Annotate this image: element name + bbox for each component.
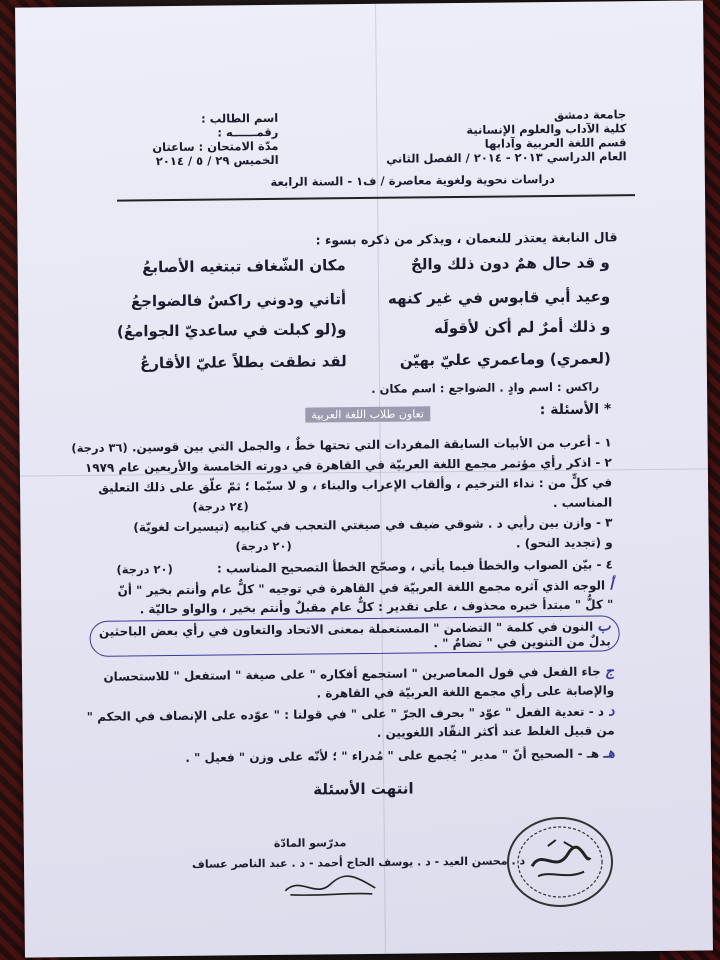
question-1-grade: (٣٦ درجة) — [71, 440, 128, 456]
questions-heading: * الأسئلة : — [539, 401, 612, 419]
question-4 — [116, 557, 613, 576]
question-4-grade: (٢٠ درجة) — [116, 562, 173, 577]
student-number-label: رقمــــــه : — [217, 124, 279, 140]
verse-4-first-hemistich: (لعمري) وماعمري عليّ بهيّن — [399, 349, 611, 370]
watermark-label: تعاون طلاب اللغة العربية — [305, 406, 430, 422]
course-subject: دراسات نحوية ولغوية معاصرة / ف١ - السنة الرابعة — [270, 171, 555, 189]
item-d-marker: د — [608, 703, 615, 720]
academic-year: العام الدراسي ٢٠١٣ - ٢٠١٤ / الفصل الثاني — [386, 149, 627, 166]
item-e-text-1: هـ - الصحيح أنّ " مدير " يُجمع على " مُدراء " ؛ لأنّه على وزن " فعيل " . — [185, 746, 600, 765]
question-2-grade: (٢٤ درجة) — [192, 499, 249, 514]
question-3-text-end: و (تجديد النحو) . — [515, 535, 613, 551]
item-c-line-1 — [103, 663, 614, 684]
exam-date: الخميس ٢٩ / ٥ / ٢٠١٤ — [155, 152, 279, 169]
item-c-marker: ج — [604, 663, 615, 680]
verse-2-second-hemistich: أتاني ودوني راكسٌ فالضواجعُ — [130, 290, 347, 311]
department-name: قسم اللغة العربية وآدابها — [484, 135, 627, 151]
end-of-questions: انتهت الأسئلة — [313, 779, 414, 799]
faculty-name: كلية الآداب والعلوم الإنسانية — [466, 121, 627, 137]
question-1 — [71, 435, 611, 455]
header-institution — [386, 107, 627, 166]
verse-4-second-hemistich: لقد نطقت بطلاً عليّ الأقارعُ — [139, 352, 347, 373]
teachers-title: مدرّسو المادّة — [273, 836, 347, 850]
glossary-note: راكس : اسم وادٍ . الضواجع : اسم مكان . — [371, 379, 600, 396]
item-b-line-2: بدلٌ من التنوين في " تضامٌ " . — [433, 634, 611, 651]
item-e-marker: هـ — [603, 745, 615, 762]
verse-1-second-hemistich: مكان الشّغاف تبتغيه الأصابعُ — [142, 256, 346, 277]
question-3-grade: (٢٠ درجة) — [235, 538, 292, 554]
exam-paper — [15, 0, 713, 957]
poem-intro: قال النابغة يعتذر للنعمان ، ويذكر من ذكره بسوء : — [315, 229, 618, 248]
teachers-names: د . محسن العيد - د . يوسف الحاج أحمد - د . عبد الناصر عساف — [191, 854, 526, 871]
item-d-line-1 — [87, 703, 615, 725]
verse-3-second-hemistich: و(لو كبلت في ساعديّ الجوامعُ) — [116, 320, 347, 341]
verse-2-first-hemistich: وعيد أبي قابوس في غير كنهه — [387, 287, 611, 308]
item-b-circled — [90, 615, 620, 657]
item-c-line-2: والإصابة على رأي مجمع اللغة العربيّة في القاهرة . — [316, 683, 615, 701]
item-d-line-2: من قبيل الغلط عند أكثر النقّاد اللغويين . — [376, 723, 615, 740]
item-a-line-1 — [117, 577, 613, 598]
question-2-line-1: ٢ - اذكر رأي مؤتمر مجمع اللغة العربيّة في القاهرة في دورته الخامسة والأربعين عام ١٩٧٩ — [84, 455, 612, 475]
verse-1-first-hemistich: و قد حال همٌ دون ذلك والجٌ — [410, 253, 610, 274]
question-2-line-2: في كلٍّ من : نداء الترخيم ، وألقاب الإعراب والبناء ، و لا سيّما ؛ ثمّ علّق على ذلك التعليق — [98, 475, 613, 495]
header-student-info — [118, 111, 279, 169]
official-seal-icon — [504, 813, 617, 910]
item-d-text-1: د - تعدية الفعل " عوّد " بحرف الجرّ " على " في قولنا : " عوّده على الإنصاف في الحكم " — [86, 704, 605, 724]
university-name: جامعة دمشق — [553, 107, 627, 122]
question-2-line-3 — [192, 495, 612, 513]
item-a-text-1: الوجه الذي آثره مجمع اللغة العربيّة في القاهرة في توجيه " كلٌّ عام وأنتم بخير " أنّ — [117, 578, 606, 598]
item-e-line-1 — [185, 745, 615, 765]
question-3-line-1: ٣ - وازن بين رأيي د . شوقي ضيف في صيغتي التعجب في كتابيه (تيسيرات لغويّة) — [133, 515, 613, 535]
question-3-line-2 — [235, 535, 612, 553]
item-a-marker: أ — [609, 577, 614, 594]
exam-duration: مدّة الامتحان : ساعتان — [152, 138, 279, 155]
verse-3-first-hemistich: و ذلك أمرٌ لم أكن لأقولَه — [433, 317, 611, 338]
item-c-text-1: جاء الفعل في قول المعاصرين " استجمع أفكاره " على صيغة " استفعل " للاستحسان — [103, 664, 601, 684]
item-a-line-2: " كلٌّ " مبتدأ خبره محذوف ، على تقدير : كلٌّ عام مقبلٌ وأنتم بخير ، والواو حاليّة . — [139, 597, 614, 617]
question-4-text: ٤ - بيّن الصواب والخطأ فيما يأتي ، وصحّح الخطأ التصحيح المناسب : — [216, 557, 613, 576]
student-name-label: اسم الطالب : — [200, 110, 279, 126]
signature-icon — [280, 870, 380, 901]
item-b-text-1: النون في كلمة " التضامن " المستعملة بمعنى الاتحاد والتعاون في رأي بعض الباحثين — [98, 619, 594, 639]
question-1-text: ١ - أعرب من الأبيات السابقة المفردات التي تحتها خطٌ ، والجمل التي بين قوسين. — [131, 435, 612, 455]
question-2-text-end: المناسب . — [552, 495, 613, 511]
item-b-marker: ب — [597, 618, 611, 635]
